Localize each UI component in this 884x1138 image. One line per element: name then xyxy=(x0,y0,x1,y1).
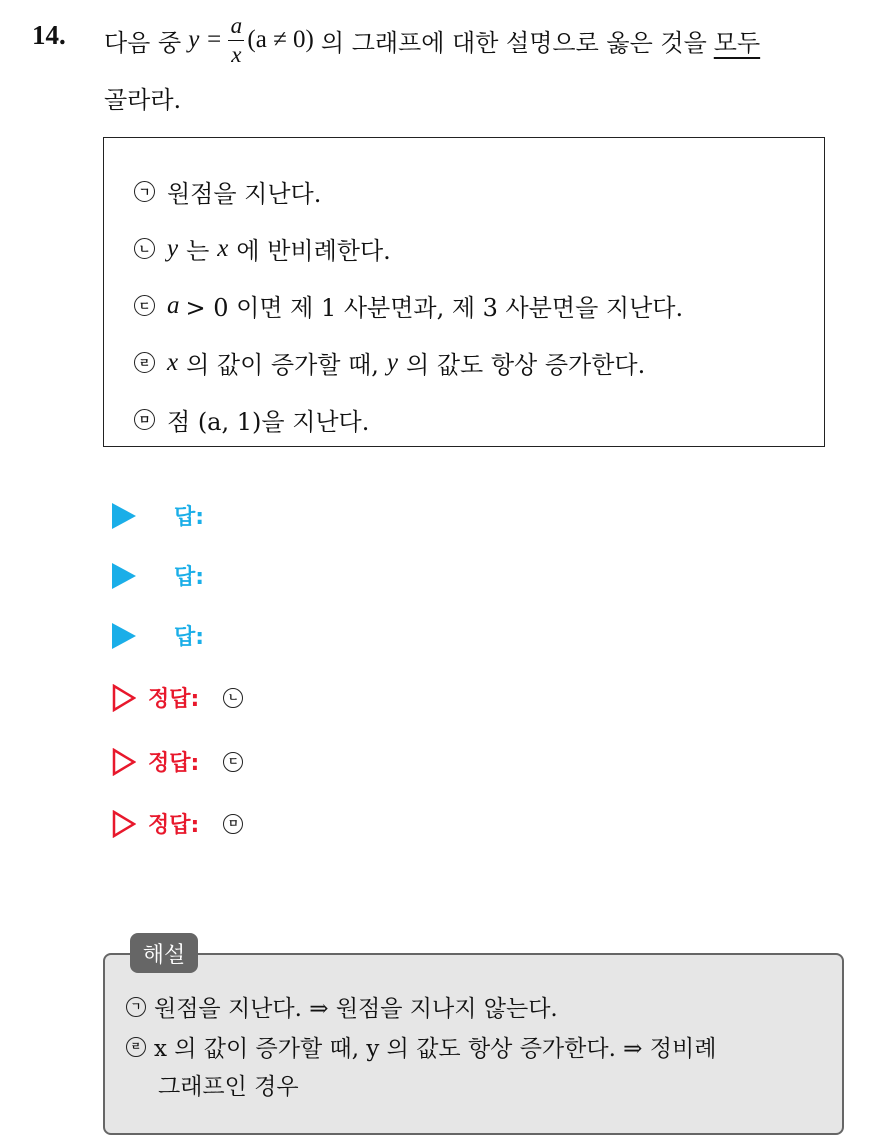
option-var: x xyxy=(167,348,179,376)
answer-label: 답: xyxy=(174,625,205,650)
answer-label: 답: xyxy=(174,565,205,590)
option-text2: 에 반비례한다. xyxy=(236,237,391,265)
correct-mark: ㄷ xyxy=(223,752,243,772)
question-prefix: 다음 중 xyxy=(104,28,182,57)
option-text: > 0 이면 제 1 사분면과, 제 3 사분면을 지난다. xyxy=(185,294,684,322)
question-line2: 골라라. xyxy=(104,86,182,114)
question-number: 14. xyxy=(32,20,66,50)
explanation-text: x 의 값이 증가할 때, y 의 값도 항상 증가한다. ⇒ 정비례 xyxy=(154,1036,717,1062)
question-text xyxy=(104,8,874,72)
correct-label: 정답: xyxy=(148,813,200,838)
correct-answer-row-2 xyxy=(112,746,243,777)
options-box xyxy=(103,137,825,447)
option-var2: y xyxy=(386,348,399,376)
option-mark: ㄴ xyxy=(134,238,155,259)
option-2 xyxy=(134,231,391,266)
play-icon xyxy=(112,623,136,649)
hollow-triangle-icon xyxy=(112,748,136,776)
equation-condition: (a ≠ 0) xyxy=(247,26,314,53)
fraction-numerator: a xyxy=(230,13,243,38)
option-var: a xyxy=(167,291,180,319)
option-1 xyxy=(134,174,321,209)
option-text: 의 값이 증가할 때, xyxy=(186,351,379,379)
option-var2: x xyxy=(217,234,229,262)
option-var: y xyxy=(167,234,179,262)
correct-label: 정답: xyxy=(148,687,200,712)
hollow-triangle-icon xyxy=(112,810,136,838)
option-mark: ㄹ xyxy=(134,352,155,373)
answer-row-3 xyxy=(112,620,204,651)
fraction xyxy=(228,14,244,66)
option-text2: 의 값도 항상 증가한다. xyxy=(406,351,646,379)
option-text: 는 xyxy=(186,237,210,265)
answer-label: 답: xyxy=(174,505,205,530)
question-emphasis: 모두 xyxy=(713,28,761,57)
option-text: 원점을 지난다. xyxy=(167,180,322,208)
correct-mark: ㄴ xyxy=(223,688,243,708)
correct-label: 정답: xyxy=(148,751,200,776)
explanation-mark: ㄹ xyxy=(126,1037,146,1057)
answer-row-2 xyxy=(112,560,204,591)
correct-mark: ㅁ xyxy=(223,814,243,834)
option-mark: ㄷ xyxy=(134,295,155,316)
option-mark: ㄱ xyxy=(134,181,155,202)
answer-row-1 xyxy=(112,500,204,531)
question-mid: 의 그래프에 대한 설명으로 옳은 것을 xyxy=(320,28,707,57)
option-3 xyxy=(134,288,683,323)
play-icon xyxy=(112,503,136,529)
option-mark: ㅁ xyxy=(134,409,155,430)
option-5 xyxy=(134,402,369,437)
hollow-triangle-icon xyxy=(112,684,136,712)
explanation-line-1 xyxy=(126,990,558,1023)
play-icon xyxy=(112,563,136,589)
option-text: 점 (a, 1)을 지난다. xyxy=(167,408,370,436)
explanation-line-3: 그래프인 경우 xyxy=(158,1074,299,1100)
correct-answer-row-3 xyxy=(112,808,243,839)
explanation-line-2 xyxy=(126,1030,716,1063)
explanation-text: 원점을 지난다. ⇒ 원점을 지나지 않는다. xyxy=(154,996,558,1022)
correct-answer-row-1 xyxy=(112,682,243,713)
equation-lhs: y = xyxy=(188,26,223,53)
fraction-denominator: x xyxy=(231,42,242,67)
explanation-badge: 해설 xyxy=(130,933,198,973)
option-4 xyxy=(134,345,645,380)
explanation-mark: ㄱ xyxy=(126,997,146,1017)
